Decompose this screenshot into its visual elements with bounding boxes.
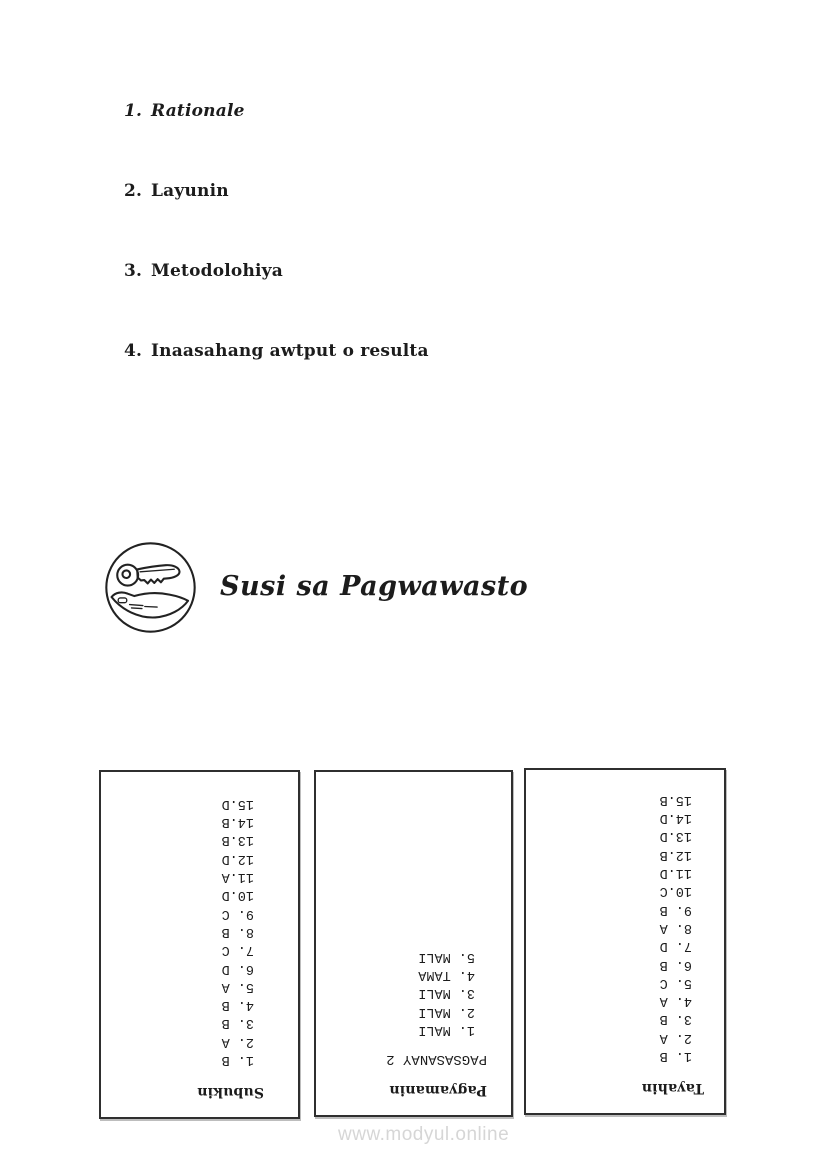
answer-line: 15.D (221, 795, 254, 811)
outline-item-number: 2. (124, 181, 143, 201)
answer-line: 12.D (221, 850, 254, 866)
answer-line: 4. A (659, 993, 692, 1009)
answer-box-pagyamanin (314, 770, 513, 1117)
outline-item-label: Rationale (151, 101, 245, 121)
answer-line: 9. C (221, 905, 254, 921)
answer-box-title: Pagyamanin (389, 1082, 487, 1098)
answer-line: 3. B (221, 1015, 254, 1031)
rotated-content (101, 772, 298, 1117)
answer-line: 4. B (221, 997, 254, 1013)
outline-item (124, 100, 429, 122)
answer-line: 14.B (221, 814, 254, 830)
answer-line: 13.B (221, 832, 254, 848)
answer-box-tayahin (524, 768, 726, 1115)
answer-list (101, 794, 254, 1068)
outline-list (124, 100, 429, 420)
answer-line: 9. B (659, 901, 692, 917)
answer-line: 10.D (221, 887, 254, 903)
answer-box-subtitle: PAGSASANAY 2 (386, 1051, 487, 1067)
answer-line: 5. C (659, 974, 692, 990)
answer-line: 1. B (659, 1048, 692, 1063)
outline-item-number: 3. (124, 261, 143, 281)
answer-box-subukin (99, 770, 300, 1119)
answer-line: 13.D (659, 828, 692, 844)
answer-line: 1. MALI (418, 1022, 475, 1037)
outline-item (124, 180, 429, 202)
answer-line: 2. A (221, 1033, 254, 1049)
answer-box-title: Subukin (197, 1084, 264, 1100)
answer-line: 15.B (659, 791, 692, 807)
answer-line: 11.D (659, 865, 692, 881)
answer-line: 5. MALI (418, 948, 475, 964)
answer-line: 2. A (659, 1029, 692, 1045)
answer-line: 6. D (221, 960, 254, 976)
answer-list (526, 790, 692, 1064)
outline-item-label: Layunin (151, 181, 229, 201)
answer-line: 11.A (221, 869, 254, 885)
section-title: Susi sa Pagwawasto (220, 571, 529, 602)
answer-line: 4. TAMA (418, 967, 475, 983)
answer-line: 7. D (659, 938, 692, 954)
answer-list (316, 947, 475, 1038)
watermark: www.modyul.online (338, 1124, 510, 1145)
answer-line: 7. C (221, 942, 254, 958)
answer-line: 5. A (221, 978, 254, 994)
answer-line: 1. B (221, 1052, 254, 1067)
answer-line: 14.D (659, 810, 692, 826)
answer-line: 2. MALI (418, 1003, 475, 1019)
answer-line: 8. A (659, 919, 692, 935)
answer-line: 3. MALI (418, 985, 475, 1001)
rotated-content (316, 772, 511, 1115)
answer-line: 10.C (659, 883, 692, 899)
answer-line: 6. B (659, 956, 692, 972)
outline-item-number: 1. (124, 101, 143, 121)
outline-item (124, 260, 429, 282)
answer-line: 8. B (221, 923, 254, 939)
rotated-content (526, 770, 724, 1113)
answer-box-title: Tayahin (641, 1080, 704, 1096)
outline-item-label: Metodolohiya (151, 261, 283, 281)
outline-item-number: 4. (124, 341, 143, 361)
answer-line: 12.B (659, 846, 692, 862)
outline-item (124, 340, 429, 362)
answer-line: 3. B (659, 1011, 692, 1027)
key-in-hand-icon (103, 540, 198, 635)
outline-item-label: Inaasahang awtput o resulta (151, 341, 429, 361)
